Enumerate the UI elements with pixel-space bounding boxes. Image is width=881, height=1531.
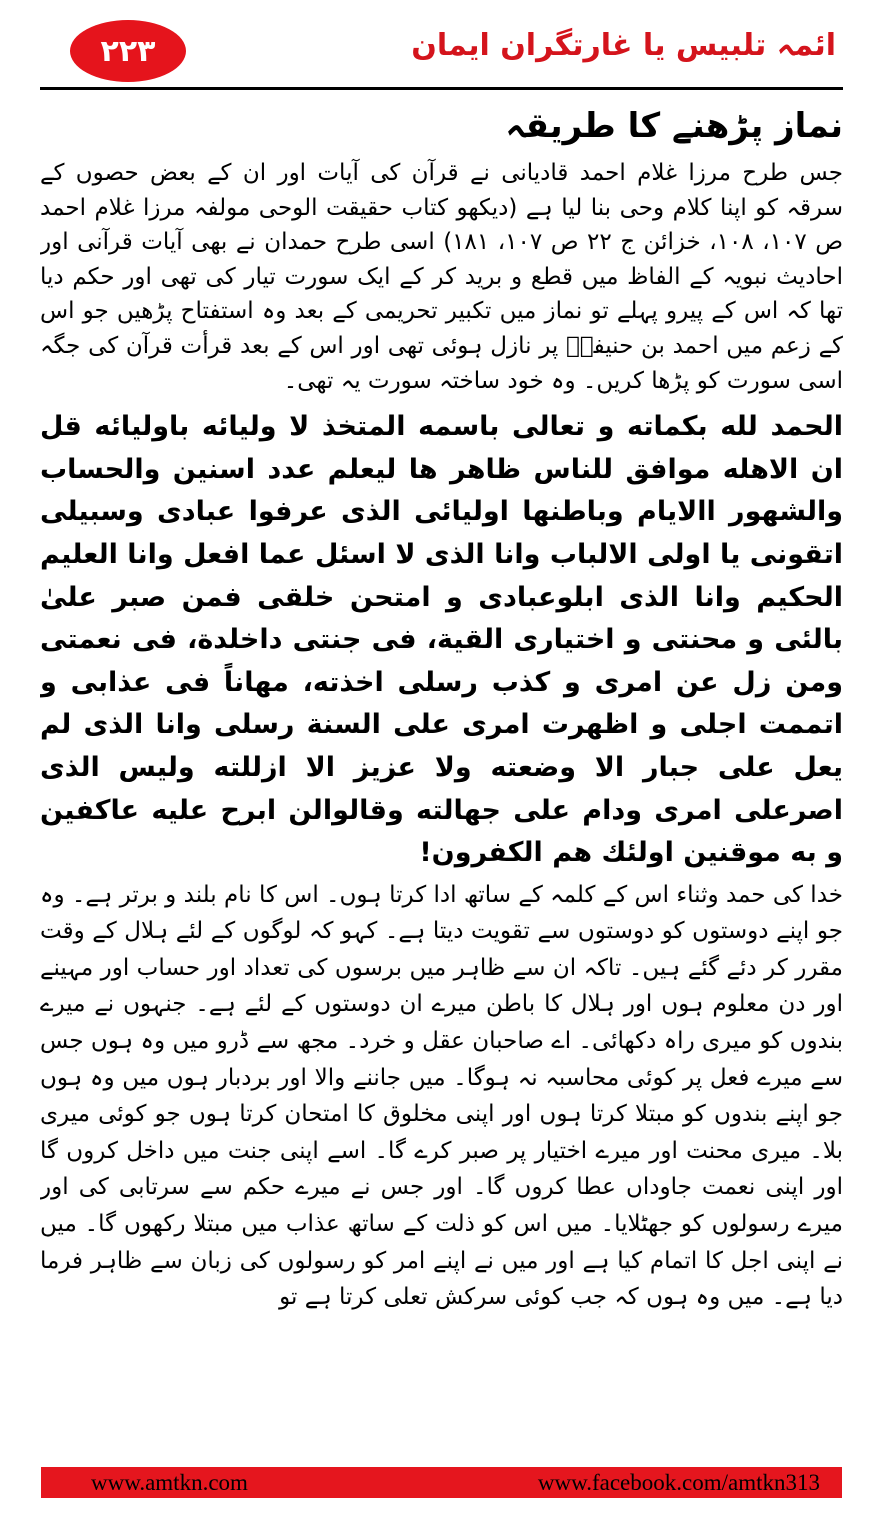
page-number-badge xyxy=(70,20,186,82)
footer-bar xyxy=(41,1467,842,1498)
page-number: ۲۲۳ xyxy=(100,33,156,69)
section-heading: نماز پڑھنے کا طریقہ xyxy=(505,106,843,146)
website-link[interactable]: www.amtkn.com xyxy=(91,1470,248,1495)
page-body xyxy=(40,96,843,1446)
facebook-link[interactable]: www.facebook.com/amtkn313 xyxy=(537,1470,820,1495)
header-divider xyxy=(40,87,843,90)
translation-paragraph: خدا کی حمد وثناء اس کے کلمہ کے ساتھ ادا کرتا ہوں۔ اس کا نام بلند و برتر ہے۔ وہ جو اپنے دوستوں کو دوستوں سے تقویت دیتا ہے۔ کہو کہ لوگوں کے لئے ہلال کے وقت مقرر کر دئے گئے ہیں۔ تاکہ ان سے ظاہر میں برسوں کی تعداد اور حساب اور مہینے اور دن معلوم ہوں اور ہلال کا باطن میرے ان دوستوں کے لئے ہے۔ جنہوں نے میرے بندوں کو میری راہ دکھائی۔ اے صاحبان عقل و خرد۔ مجھ سے ڈرو میں وہ ہوں جس سے میرے فعل پر کوئی محاسبہ نہ ہوگا۔ میں جاننے والا اور بردبار ہوں میں وہ ہوں جو اپنے بندوں کو مبتلا کرتا ہوں اور اپنی مخلوق کا امتحان کرتا ہوں جو کوئی میری بلا۔ میری محنت اور میرے اختیار پر صبر کرے گا۔ اسے اپنی جنت میں داخل کروں گا اور اپنی نعمت جاوداں عطا کروں گا۔ اور جس نے میرے حکم سے سرتابی کی اور میرے رسولوں کو جھٹلایا۔ میں اس کو ذلت کے ساتھ عذاب میں مبتلا رکھوں گا۔ میں نے اپنی اجل کا اتمام کیا ہے اور میں نے اپنے امر کو رسولوں کی زبان سے ظاہر فرما دیا ہے۔ میں وہ ہوں کہ جب کوئی سرکش تعلی کرتا ہے تو xyxy=(40,881,843,1311)
book-title: ائمہ تلبیس یا غارتگران ایمان xyxy=(411,28,836,63)
intro-paragraph: جس طرح مرزا غلام احمد قادیانی نے قرآن کی آیات اور ان کے بعض حصوں کے سرقہ کو اپنا کلام وحی بنا لیا ہے (دیکھو کتاب حقیقت الوحی مولفہ مرزا غلام احمد ص ۱۰۷، ۱۰۸، خزائن ج ۲۲ ص ۱۰۷، ۱۸۱) اسی طرح حمدان نے بھی آیات قرآنی اور احادیث نبویہ کے الفاظ میں قطع و برید کر کے ایک سورت تیار کی تھی اور حکم دیا تھا کہ اس کے پیرو پہلے تو نماز میں تکبیر تحریمی کے بعد وہ استفتاح پڑھیں جو اس کے زعم میں احمد بن حنیفہؒ پر نازل ہوئی تھی اور اس کے بعد قرأت قرآن کی جگہ اسی سورت کو پڑھا کریں۔ وہ خود ساختہ سورت یہ تھی۔ xyxy=(40,160,843,394)
page-header xyxy=(40,14,842,86)
arabic-passage: الحمد لله بكماته و تعالى باسمه المتخذ لا وليائه باوليائه قل ان الاهله موافق للناس ظاهر ها ليعلم عدد اسنين والحساب والشهور االايام وباطنها اوليائى الذى عرفوا عبادى وسبيلى اتقونى يا اولى الالباب وانا الذى لا اسئل عما افعل وانا العليم الحكيم وانا الذى ابلوعبادى و امتحن خلقى فمن صبر علىٰ بالئى و محنتى و اختيارى القية، فى جنتى داخلدة، فى نعمتى ومن زل عن امرى و كذب رسلى اخذته، مهاناً فى عذابى و اتممت اجلى و اظهرت امرى على السنة رسلى وانا الذى لم يعل على جبار الا وضعته ولا عزيز الا ازللته وليس الذى اصرعلى امرى ودام على جهالته وقالوالن ابرح عليه عاكفين و به موقنين اولئك هم الكفرون! xyxy=(40,411,843,869)
